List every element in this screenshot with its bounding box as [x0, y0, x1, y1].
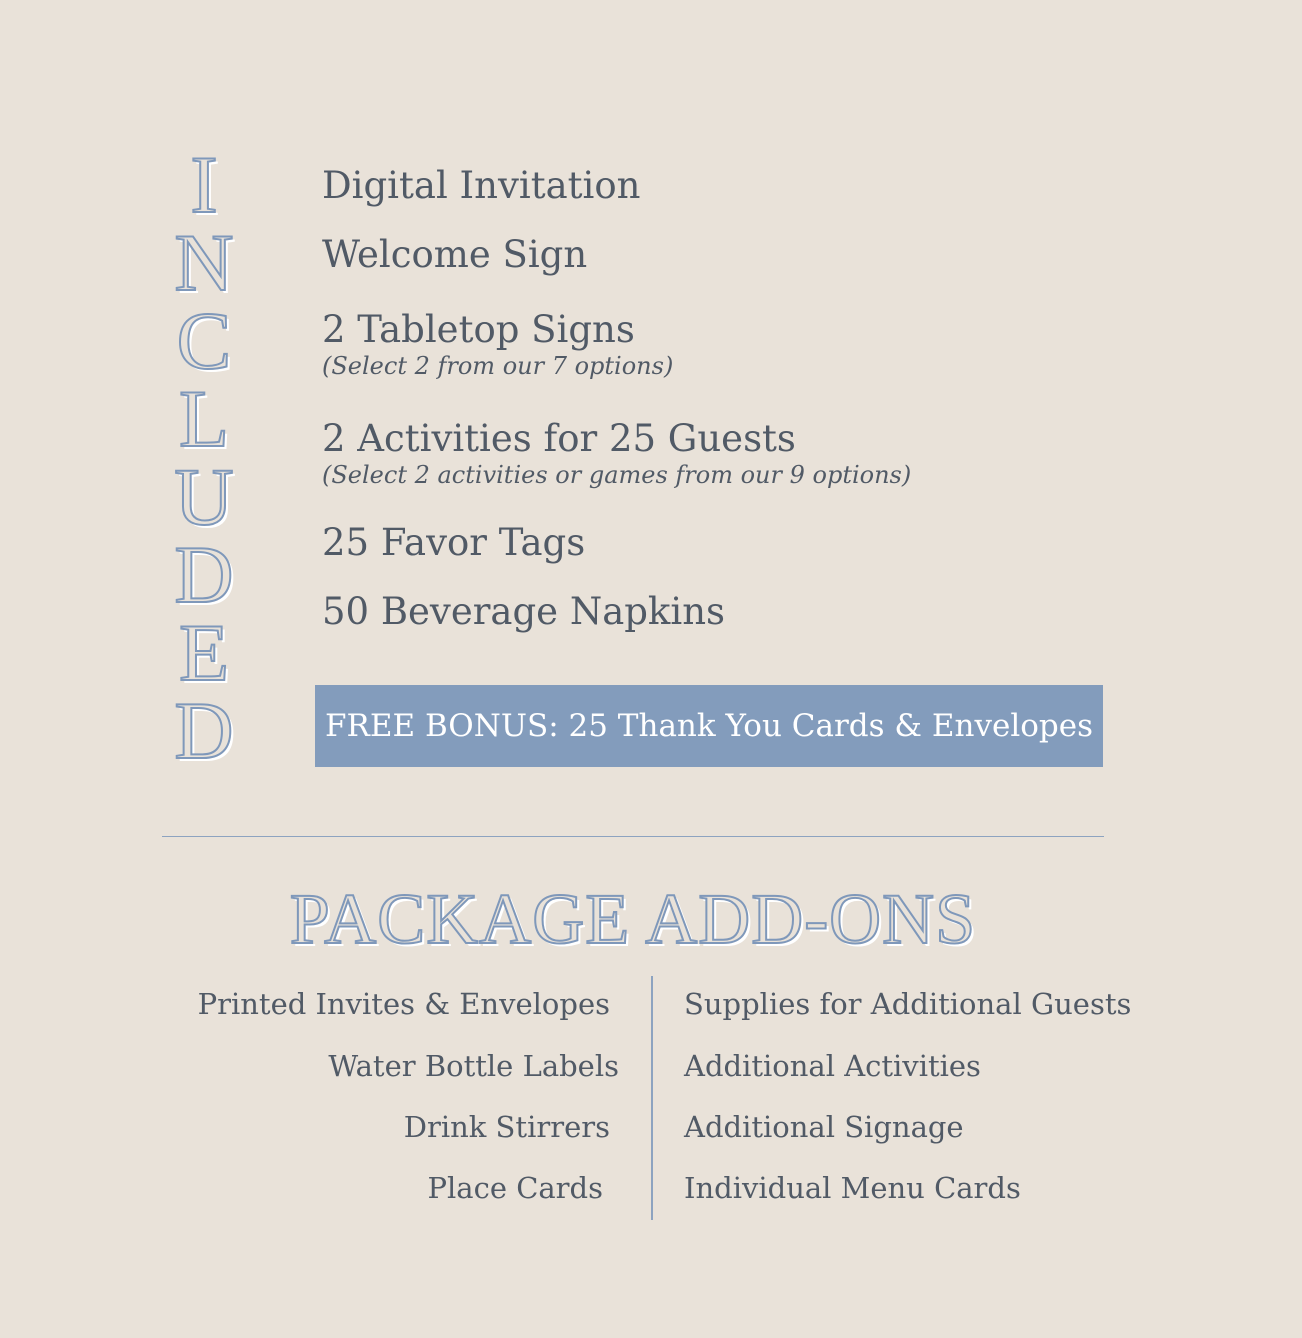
included-item-welcome-sign: [322, 233, 587, 277]
addon-item: Additional Activities: [684, 1049, 981, 1083]
included-letter: L: [178, 373, 230, 464]
included-letter: E: [178, 607, 230, 698]
included-letter: C: [176, 295, 232, 386]
included-item-title: 50 Beverage Napkins: [322, 590, 726, 633]
addon-item: Additional Signage: [684, 1110, 964, 1144]
included-item-note: (Select 2 from our 7 options): [322, 352, 674, 380]
addon-item: Individual Menu Cards: [684, 1171, 1021, 1205]
section-divider: [162, 836, 1104, 837]
addon-item: Printed Invites & Envelopes: [197, 987, 610, 1021]
addon-item: Place Cards: [427, 1171, 603, 1205]
included-item-note: (Select 2 activities or games from our 9 options): [322, 461, 912, 489]
included-letter: D: [174, 685, 234, 776]
included-item-activities: [322, 417, 911, 489]
included-item-tabletop-signs: [322, 308, 673, 380]
included-item-digital-invitation: [322, 164, 640, 208]
included-item-favor-tags: [322, 521, 585, 565]
addon-item: Water Bottle Labels: [328, 1049, 619, 1083]
addons-column-divider: [651, 976, 653, 1220]
included-item-title: 25 Favor Tags: [322, 521, 586, 564]
included-letter: D: [174, 529, 234, 620]
free-bonus-banner: FREE BONUS: 25 Thank You Cards & Envelopes: [315, 685, 1103, 767]
included-item-beverage-napkins: [322, 590, 725, 634]
included-letter: U: [174, 451, 234, 542]
included-item-title: Welcome Sign: [322, 233, 588, 276]
addon-item: Drink Stirrers: [403, 1110, 610, 1144]
included-letter: N: [174, 217, 234, 308]
included-vertical-heading: [162, 139, 246, 776]
addon-item: Supplies for Additional Guests: [684, 987, 1132, 1021]
included-letter: I: [190, 139, 218, 230]
package-addons-title: PACKAGE ADD-ONS: [289, 879, 977, 959]
included-item-title: 2 Tabletop Signs: [322, 308, 635, 351]
included-item-title: Digital Invitation: [322, 164, 641, 207]
included-item-title: 2 Activities for 25 Guests: [322, 417, 796, 460]
